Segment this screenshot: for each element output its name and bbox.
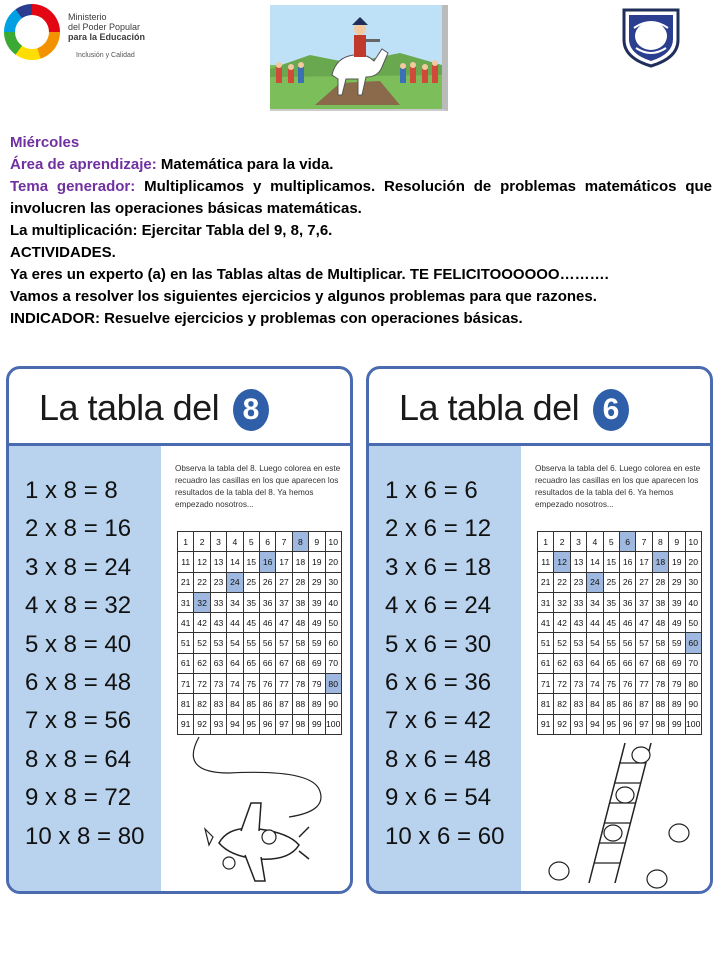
grid-cell: 78 [652,674,668,694]
grid-cell: 20 [325,552,341,572]
grid-cell-highlighted: 6 [619,532,635,552]
grid-cell: 22 [554,572,570,592]
grid-row [178,653,342,673]
grid-cell: 27 [276,572,292,592]
grid-cell: 21 [178,572,194,592]
day-label: Miércoles [10,134,80,151]
grid-cell: 83 [570,694,586,714]
grid-cell: 48 [652,613,668,633]
grid-cell-highlighted: 24 [587,572,603,592]
grid-row [178,532,342,552]
tema-line [10,176,712,220]
grid-cell: 11 [538,552,554,572]
grid-cell: 38 [652,592,668,612]
grid-cell: 33 [570,592,586,612]
grid-cell: 52 [194,633,210,653]
grid-cell: 68 [652,653,668,673]
grid-cell: 91 [178,714,194,734]
grid-cell: 11 [178,552,194,572]
grid-cell: 64 [227,653,243,673]
grid-cell-highlighted: 32 [194,592,210,612]
grid-row [538,694,702,714]
grid-cell: 30 [325,572,341,592]
grid-cell: 39 [669,592,685,612]
grid-cell: 99 [309,714,325,734]
area-label: Área de aprendizaje: [10,156,157,173]
grid-cell: 93 [210,714,226,734]
equation: 1 x 6 = 6 [385,477,478,504]
grid-cell: 35 [243,592,259,612]
grid-cell: 58 [292,633,308,653]
grid-cell: 31 [178,592,194,612]
grid-cell: 76 [259,674,275,694]
grid-row [538,552,702,572]
grid-cell-highlighted: 80 [325,674,341,694]
grid-cell: 2 [554,532,570,552]
grid-cell: 60 [325,633,341,653]
grid-cell: 41 [538,613,554,633]
grid-cell: 100 [325,714,341,734]
ministry-subtitle: Inclusión y Calidad [76,52,135,59]
grid-row [178,613,342,633]
grid-cell: 16 [619,552,635,572]
grid-cell: 54 [587,633,603,653]
actividades-line: ACTIVIDADES. [10,244,116,261]
grid-cell: 5 [243,532,259,552]
grid-cell: 5 [603,532,619,552]
grid-row [538,532,702,552]
table-card-6 [366,366,713,894]
school-logo [620,6,682,68]
grid-cell: 48 [292,613,308,633]
grid-cell: 87 [276,694,292,714]
ministry-name [68,12,145,42]
grid-cell: 18 [292,552,308,572]
grid-cell: 74 [587,674,603,694]
grid-cell: 50 [685,613,701,633]
grid-cell: 99 [669,714,685,734]
grid-cell: 27 [636,572,652,592]
equation-list [25,477,175,861]
equation: 3 x 8 = 24 [25,553,132,581]
grid-row [538,714,702,734]
grid-cell: 52 [554,633,570,653]
grid-cell: 59 [309,633,325,653]
grid-cell-highlighted: 16 [259,552,275,572]
grid-cell: 55 [243,633,259,653]
card-title [399,387,629,431]
grid-cell: 21 [538,572,554,592]
grid-cell: 63 [210,653,226,673]
grid-cell-highlighted: 8 [292,532,308,552]
grid-cell: 90 [325,694,341,714]
grid-cell: 32 [554,592,570,612]
grid-cell: 56 [259,633,275,653]
grid-cell: 66 [619,653,635,673]
card-title [39,387,269,431]
grid-row [178,694,342,714]
grid-cell: 69 [309,653,325,673]
grid-cell: 40 [325,592,341,612]
grid-cell: 10 [685,532,701,552]
grid-cell-highlighted: 18 [652,552,668,572]
grid-cell: 63 [570,653,586,673]
grid-cell: 44 [587,613,603,633]
grid-cell: 29 [669,572,685,592]
card-title-number: 6 [593,389,629,431]
grid-cell: 23 [210,572,226,592]
grid-cell: 54 [227,633,243,653]
lesson-text [10,132,712,330]
grid-cell: 86 [619,694,635,714]
grid-cell: 25 [603,572,619,592]
equation: 10 x 6 = 60 [385,822,505,850]
grid-row [178,572,342,592]
ministry-line-2: del Poder Popular [68,22,141,32]
equation: 5 x 6 = 30 [385,630,492,658]
grid-row [178,674,342,694]
grid-cell: 40 [685,592,701,612]
grid-cell: 77 [636,674,652,694]
grid-cell: 14 [587,552,603,572]
grid-cell: 95 [243,714,259,734]
grid-cell: 66 [259,653,275,673]
grid-cell: 62 [194,653,210,673]
grid-cell: 15 [243,552,259,572]
grid-cell: 73 [570,674,586,694]
grid-cell: 46 [259,613,275,633]
grid-cell: 1 [538,532,554,552]
grid-cell: 47 [276,613,292,633]
grid-cell: 39 [309,592,325,612]
grid-cell: 78 [292,674,308,694]
grid-cell-highlighted: 12 [554,552,570,572]
grid-cell: 68 [292,653,308,673]
equation: 6 x 6 = 36 [385,668,492,696]
grid-cell: 73 [210,674,226,694]
grid-cell: 89 [669,694,685,714]
grid-cell: 57 [276,633,292,653]
equation: 9 x 6 = 54 [385,784,492,812]
instructions: Observa la tabla del 8. Luego colorea en este recuadro las casillas en los que aparecen los resultados de la tabla del 8. Ya hemos empezado nosotros... [175,464,341,509]
grid-cell: 20 [685,552,701,572]
grid-cell: 37 [276,592,292,612]
instructions: Observa la tabla del 6. Luego colorea en este recuadro las casillas en los que aparecen los resultados de la tabla del 6. Ya hemos empezado nosotros... [535,464,701,509]
grid-cell: 72 [194,674,210,694]
grid-cell: 19 [309,552,325,572]
equation: 8 x 6 = 48 [385,745,492,773]
grid-cell-highlighted: 24 [227,572,243,592]
grid-cell: 85 [243,694,259,714]
grid-cell: 43 [210,613,226,633]
grid-cell: 38 [292,592,308,612]
grid-row [538,592,702,612]
grid-cell: 3 [570,532,586,552]
grid-cell: 30 [685,572,701,592]
grid-row [178,633,342,653]
grid-cell: 42 [554,613,570,633]
grid-cell: 94 [227,714,243,734]
grid-cell: 58 [652,633,668,653]
grid-cell: 1 [178,532,194,552]
grid-cell: 37 [636,592,652,612]
grid-cell: 9 [309,532,325,552]
grid-cell: 28 [652,572,668,592]
grid-cell: 36 [619,592,635,612]
grid-row [538,674,702,694]
grid-cell: 7 [636,532,652,552]
grid-cell: 51 [178,633,194,653]
grid-cell: 15 [603,552,619,572]
grid-cell: 97 [636,714,652,734]
grid-cell: 79 [669,674,685,694]
grid-cell: 9 [669,532,685,552]
grid-cell: 91 [538,714,554,734]
grid-cell: 90 [685,694,701,714]
hundred-grid [177,531,342,735]
hundred-grid [537,531,702,735]
indicador-line: INDICADOR: Resuelve ejercicios y problemas con operaciones básicas. [10,310,523,327]
table-card-8 [6,366,353,894]
grid-cell: 26 [259,572,275,592]
school-shield-icon [620,6,682,68]
grid-cell: 31 [538,592,554,612]
grid-cell: 81 [538,694,554,714]
grid-cell: 26 [619,572,635,592]
vamos-line: Vamos a resolver los siguientes ejercicios y algunos problemas para que razones. [10,288,597,305]
grid-cell: 42 [194,613,210,633]
grid-cell: 50 [325,613,341,633]
equation-list [385,477,535,861]
grid-cell: 86 [259,694,275,714]
grid-cell: 19 [669,552,685,572]
grid-cell: 98 [292,714,308,734]
grid-cell: 67 [276,653,292,673]
grid-cell: 84 [227,694,243,714]
grid-cell: 28 [292,572,308,592]
grid-cell: 46 [619,613,635,633]
equation: 9 x 8 = 72 [25,784,132,812]
grid-cell: 76 [619,674,635,694]
equation: 1 x 8 = 8 [25,477,118,504]
area-line [10,154,712,176]
grid-cell: 100 [685,714,701,734]
grid-cell: 22 [194,572,210,592]
grid-cell: 45 [243,613,259,633]
card-title-text: La tabla del [39,387,220,428]
equation: 8 x 8 = 64 [25,745,132,773]
grid-cell: 82 [194,694,210,714]
grid-cell: 84 [587,694,603,714]
grid-cell: 17 [636,552,652,572]
grid-cell: 36 [259,592,275,612]
grid-cell: 80 [685,674,701,694]
grid-cell-highlighted: 60 [685,633,701,653]
grid-cell: 88 [292,694,308,714]
grid-cell: 85 [603,694,619,714]
ministry-logo [2,2,162,62]
grid-cell: 56 [619,633,635,653]
grid-cell: 65 [243,653,259,673]
grid-cell: 92 [554,714,570,734]
grid-cell: 72 [554,674,570,694]
grid-cell: 70 [325,653,341,673]
grid-cell: 62 [554,653,570,673]
grid-cell: 13 [210,552,226,572]
grid-cell: 81 [178,694,194,714]
tema-label: Tema generador: [10,178,136,195]
title-divider [369,443,710,446]
grid-row [538,613,702,633]
grid-cell: 61 [538,653,554,673]
grid-cell: 53 [210,633,226,653]
grid-cell: 12 [194,552,210,572]
bolivar-horse-illustration-icon [270,5,442,109]
equation: 5 x 8 = 40 [25,630,132,658]
grid-cell: 67 [636,653,652,673]
grid-cell: 10 [325,532,341,552]
grid-cell: 57 [636,633,652,653]
grid-cell: 34 [227,592,243,612]
ministry-line-3: para la Educación [68,32,146,42]
grid-cell: 74 [227,674,243,694]
grid-cell: 44 [227,613,243,633]
equation: 10 x 8 = 80 [25,822,145,850]
equation: 2 x 6 = 12 [385,515,492,543]
equation: 7 x 6 = 42 [385,707,492,735]
grid-cell: 83 [210,694,226,714]
grid-cell: 7 [276,532,292,552]
grid-cell: 33 [210,592,226,612]
equation: 6 x 8 = 48 [25,668,132,696]
grid-cell: 4 [587,532,603,552]
grid-cell: 34 [587,592,603,612]
card-title-text: La tabla del [399,387,580,428]
title-divider [9,443,350,446]
grid-cell: 94 [587,714,603,734]
grid-cell: 55 [603,633,619,653]
grid-cell: 88 [652,694,668,714]
grid-cell: 17 [276,552,292,572]
experto-line: Ya eres un experto (a) en las Tablas altas de Multiplicar. TE FELICITOOOOOO………. [10,266,609,283]
grid-cell: 43 [570,613,586,633]
equation: 4 x 8 = 32 [25,592,132,620]
hero-illustration [270,5,448,111]
equation: 3 x 6 = 18 [385,553,492,581]
grid-cell: 25 [243,572,259,592]
grid-cell: 75 [603,674,619,694]
grid-cell: 97 [276,714,292,734]
grid-cell: 6 [259,532,275,552]
grid-cell: 59 [669,633,685,653]
grid-cell: 23 [570,572,586,592]
grid-cell: 49 [669,613,685,633]
grid-row [178,592,342,612]
grid-cell: 75 [243,674,259,694]
grid-row [178,552,342,572]
grid-cell: 70 [685,653,701,673]
grid-cell: 8 [652,532,668,552]
grid-cell: 41 [178,613,194,633]
grid-cell: 45 [603,613,619,633]
grid-cell: 82 [554,694,570,714]
grid-row [538,653,702,673]
grid-cell: 89 [309,694,325,714]
area-value: Matemática para la vida. [160,156,334,173]
equation: 4 x 6 = 24 [385,592,492,620]
grid-cell: 13 [570,552,586,572]
equation: 7 x 8 = 56 [25,707,132,735]
grid-row [538,572,702,592]
grid-cell: 71 [538,674,554,694]
grid-cell: 61 [178,653,194,673]
grid-cell: 77 [276,674,292,694]
grid-cell: 98 [652,714,668,734]
chicks-ladder-illustration-icon [529,733,713,893]
grid-cell: 93 [570,714,586,734]
grid-row [178,714,342,734]
grid-cell: 47 [636,613,652,633]
multiplicacion-line: La multiplicación: Ejercitar Tabla del 9, 8, 7,6. [10,222,333,239]
grid-cell: 14 [227,552,243,572]
grid-cell: 96 [619,714,635,734]
grid-cell: 69 [669,653,685,673]
grid-cell: 87 [636,694,652,714]
grid-cell: 71 [178,674,194,694]
equation: 2 x 8 = 16 [25,515,132,543]
grid-cell: 3 [210,532,226,552]
card-title-number: 8 [233,389,269,431]
grid-cell: 96 [259,714,275,734]
grid-cell: 92 [194,714,210,734]
ministry-line-1: Ministerio [68,12,107,22]
grid-cell: 29 [309,572,325,592]
grid-cell: 79 [309,674,325,694]
grid-cell: 53 [570,633,586,653]
ministry-emblem-icon [4,4,60,60]
grid-cell: 51 [538,633,554,653]
grid-row [538,633,702,653]
grid-cell: 2 [194,532,210,552]
grid-cell: 4 [227,532,243,552]
grid-cell: 49 [309,613,325,633]
grid-cell: 95 [603,714,619,734]
airplane-illustration-icon [169,733,353,893]
grid-cell: 64 [587,653,603,673]
grid-cell: 35 [603,592,619,612]
grid-cell: 65 [603,653,619,673]
tema-value: Multiplicamos y multiplicamos. Resolución de problemas matemáticos que involucren las operaciones básicas matemáticas. [10,178,712,217]
